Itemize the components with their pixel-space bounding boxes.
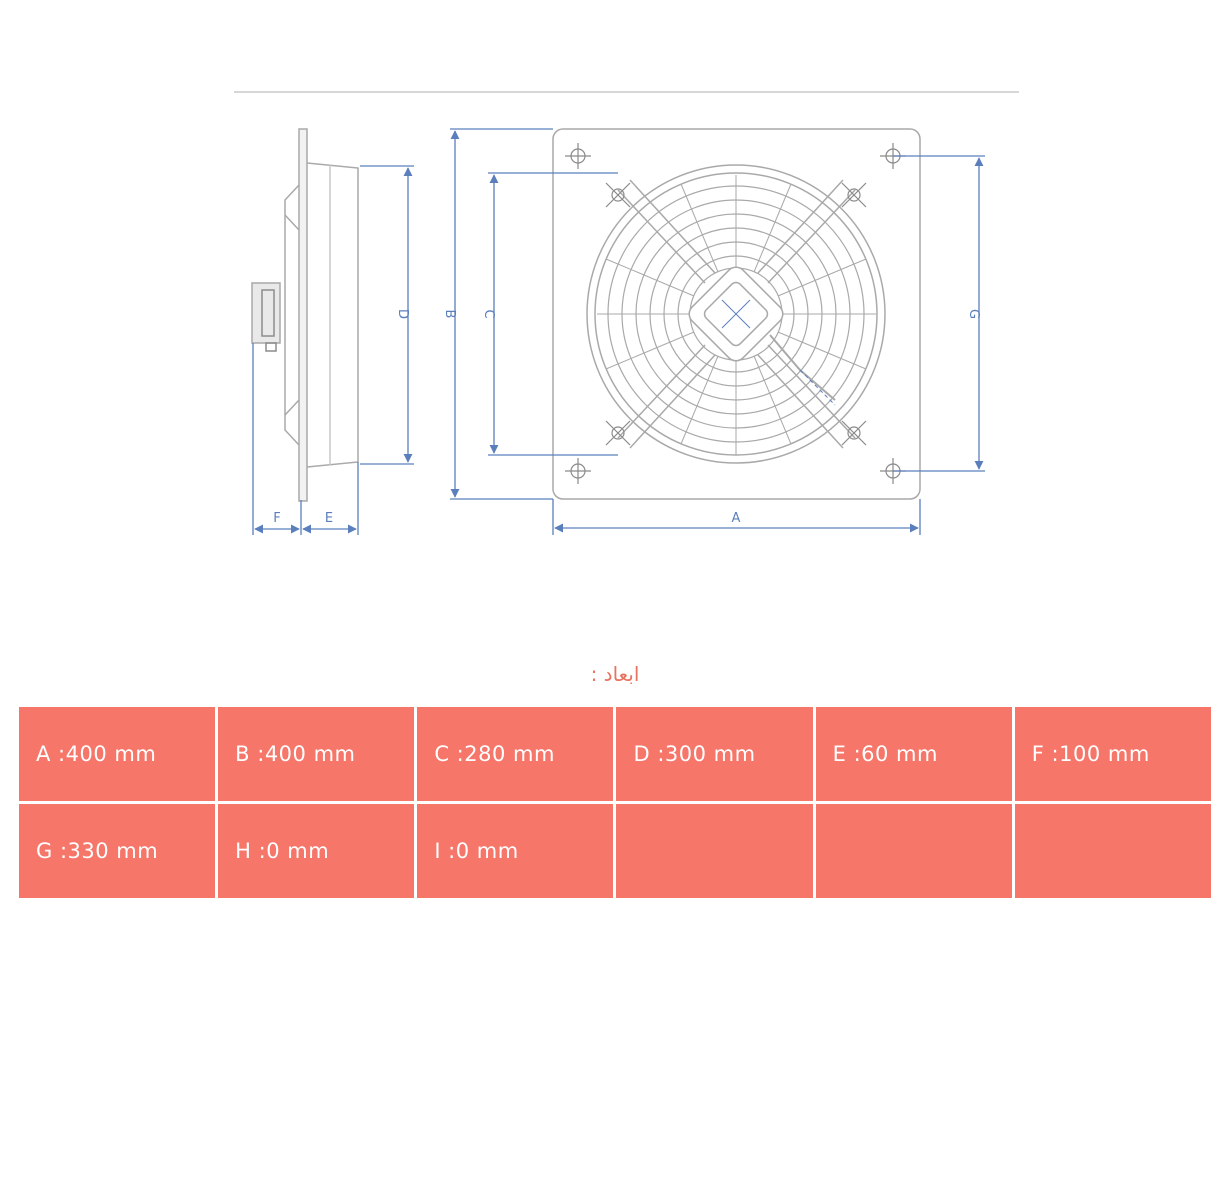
dim-label-g: G — [966, 308, 981, 320]
dimension-cell — [816, 804, 1012, 898]
dimension-cell: G :330 mm — [19, 804, 215, 898]
dimension-cell — [1015, 804, 1211, 898]
side-dimensions — [253, 166, 414, 535]
dimension-cell: C :280 mm — [417, 707, 613, 801]
dimension-cell: D :300 mm — [616, 707, 812, 801]
dim-label-c: C — [481, 309, 496, 319]
dim-label-b: B — [442, 309, 457, 319]
dimension-cell — [616, 804, 812, 898]
dimension-cell: E :60 mm — [816, 707, 1012, 801]
dimension-cell: H :0 mm — [218, 804, 414, 898]
dimension-cell: F :100 mm — [1015, 707, 1211, 801]
dimension-cell: A :400 mm — [19, 707, 215, 801]
table-row — [19, 707, 1211, 801]
dimension-cell: I :0 mm — [417, 804, 613, 898]
dim-label-e: E — [324, 511, 334, 526]
dimensions-table — [16, 704, 1214, 901]
dim-label-d: D — [395, 308, 410, 320]
dimensions-title: ابعاد : — [590, 662, 640, 686]
table-row — [19, 804, 1211, 898]
dimension-cell: B :400 mm — [218, 707, 414, 801]
dim-label-a: A — [731, 511, 741, 526]
dim-label-f: F — [273, 511, 281, 526]
side-view — [252, 129, 358, 501]
